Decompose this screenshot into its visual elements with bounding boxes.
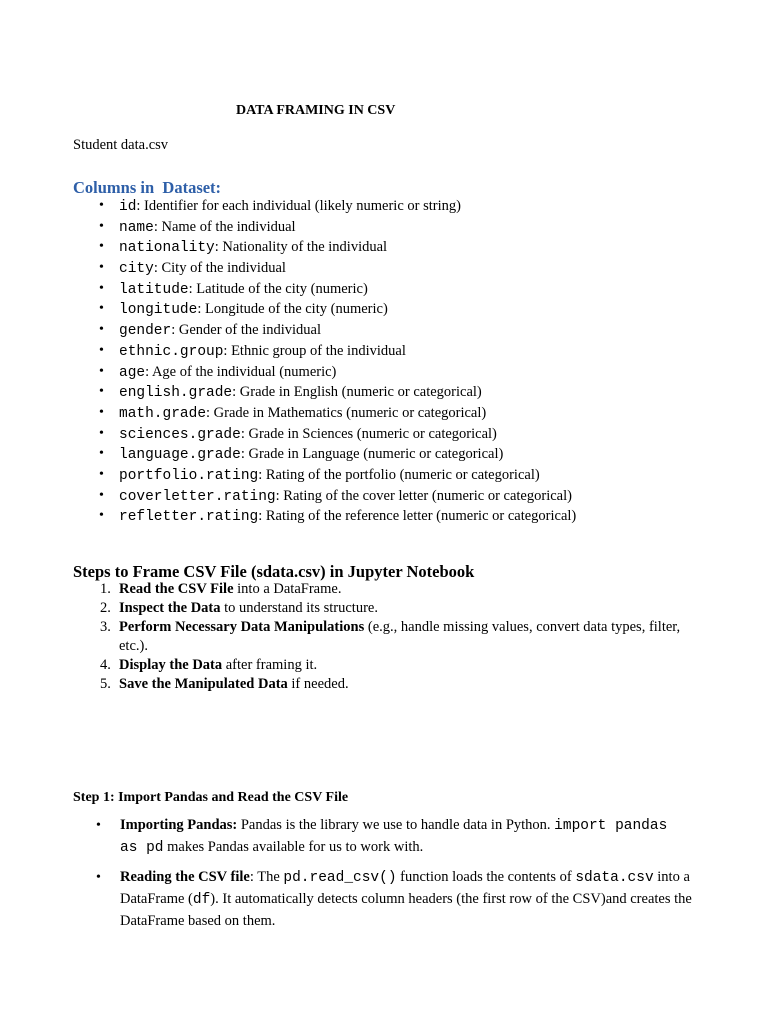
- bullet-icon: •: [99, 446, 104, 462]
- column-item-city: [73, 258, 576, 279]
- column-item-portfolio-rating: [73, 465, 576, 486]
- step-bold: Display the Data: [119, 657, 223, 673]
- step-item: [73, 599, 693, 618]
- column-item-language-grade: [73, 444, 576, 465]
- column-name: id: [119, 199, 137, 215]
- step-number: 3.: [100, 619, 111, 635]
- bullet-icon: •: [99, 218, 104, 234]
- bullet-icon: •: [99, 425, 104, 441]
- column-desc: : Grade in English (numeric or categorical): [232, 384, 482, 401]
- bullet-icon: •: [99, 508, 104, 524]
- column-name: age: [119, 364, 146, 381]
- column-desc: : Rating of the portfolio (numeric or categorical): [258, 466, 540, 483]
- column-desc: : City of the individual: [153, 260, 286, 277]
- column-desc: : Rating of the reference letter (numeric or categorical): [258, 508, 577, 525]
- column-name: name: [119, 219, 154, 236]
- bullet-icon: •: [99, 487, 104, 503]
- column-desc: : Ethnic group of the individual: [223, 342, 406, 359]
- step-text: after framing it.: [222, 657, 318, 673]
- bullet-icon: •: [99, 280, 104, 296]
- column-item-math-grade: [73, 403, 576, 424]
- step-bold: Inspect the Data: [119, 600, 221, 616]
- bullet-icon: •: [99, 384, 104, 400]
- reading-text-3: into a DataFrame (: [120, 869, 690, 907]
- reading-label: Reading the CSV file: [120, 869, 250, 885]
- df-code: df: [192, 892, 211, 908]
- column-item-id: [73, 196, 576, 217]
- column-desc: : Identifier for each individual (likely numeric or string): [136, 198, 461, 214]
- column-name: ethnic.group: [119, 343, 224, 360]
- bullet-icon: •: [99, 260, 104, 276]
- file-name: Student data.csv: [73, 137, 169, 153]
- column-desc: : Grade in Sciences (numeric or categorical): [240, 425, 497, 442]
- column-name: portfolio.rating: [119, 467, 259, 484]
- reading-text: : The: [249, 869, 284, 885]
- column-name: nationality: [119, 240, 215, 257]
- step-item: [73, 618, 693, 656]
- columns-heading: Columns in Dataset:: [73, 178, 222, 197]
- column-name: longitude: [119, 302, 198, 319]
- column-item-english-grade: [73, 382, 576, 403]
- read-csv-code: pd.read_csv(): [283, 870, 397, 886]
- steps-list: [73, 580, 693, 694]
- column-item-latitude: [73, 279, 576, 300]
- steps-heading: Steps to Frame CSV File (sdata.csv) in Jupyter Notebook: [73, 562, 475, 581]
- step-text: to understand its structure.: [220, 600, 378, 616]
- column-name: city: [119, 261, 154, 278]
- step-item: [73, 675, 693, 694]
- import-code: import pandas as pd: [120, 818, 668, 856]
- column-item-refletter-rating: [73, 506, 576, 527]
- column-name: language.grade: [119, 447, 241, 464]
- column-name: coverletter.rating: [119, 488, 276, 505]
- column-desc: : Rating of the cover letter (numeric or categorical): [275, 487, 572, 504]
- column-item-coverletter-rating: [73, 486, 576, 507]
- column-item-gender: [73, 320, 576, 341]
- bullet-icon: •: [99, 363, 104, 379]
- importing-pandas-item: [73, 815, 693, 859]
- column-name: sciences.grade: [119, 426, 241, 443]
- importing-text: Pandas is the library we use to handle data in Python.: [237, 817, 555, 833]
- column-name: gender: [119, 323, 172, 340]
- importing-label: Importing Pandas:: [120, 817, 238, 833]
- step-text: if needed.: [287, 676, 349, 692]
- column-item-longitude: [73, 299, 576, 320]
- step-bold: Read the CSV File: [119, 581, 234, 597]
- column-desc: : Gender of the individual: [171, 322, 322, 339]
- column-desc: : Longitude of the city (numeric): [197, 301, 388, 318]
- column-desc: : Name of the individual: [153, 218, 296, 235]
- step-number: 4.: [100, 657, 111, 673]
- column-name: latitude: [119, 281, 189, 298]
- column-desc: : Grade in Mathematics (numeric or categorical): [206, 404, 487, 421]
- column-desc: : Nationality of the individual: [214, 239, 388, 256]
- step-text: into a DataFrame.: [233, 581, 342, 597]
- column-desc: : Latitude of the city (numeric): [188, 280, 368, 297]
- column-item-sciences-grade: [73, 424, 576, 445]
- reading-text-4: ). It automatically detects column headers (the first row of the CSV)and creates the DataFrame based on them.: [120, 891, 692, 929]
- bullet-icon: •: [96, 870, 101, 885]
- importing-text-end: makes Pandas available for us to work with.: [163, 839, 424, 855]
- step1-detail-list: [73, 815, 693, 940]
- step-number: 2.: [100, 600, 111, 616]
- bullet-icon: •: [99, 342, 104, 358]
- bullet-icon: •: [99, 466, 104, 482]
- reading-text-2: function loads the contents of: [396, 869, 576, 885]
- csv-filename-code: sdata.csv: [575, 870, 654, 886]
- column-desc: : Age of the individual (numeric): [145, 363, 337, 380]
- bullet-icon: •: [96, 818, 101, 833]
- column-item-age: [73, 362, 576, 383]
- step-bold: Perform Necessary Data Manipulations: [119, 619, 365, 635]
- column-item-ethnic-group: [73, 341, 576, 362]
- reading-csv-item: [73, 867, 693, 932]
- column-name: math.grade: [119, 405, 207, 422]
- document-title: DATA FRAMING IN CSV: [236, 103, 396, 118]
- step1-heading: Step 1: Import Pandas and Read the CSV File: [73, 790, 349, 805]
- column-desc: : Grade in Language (numeric or categorical): [240, 446, 504, 463]
- step-item: [73, 656, 693, 675]
- columns-list: [73, 196, 576, 527]
- column-item-nationality: [73, 237, 576, 258]
- bullet-icon: •: [99, 301, 104, 317]
- step-bold: Save the Manipulated Data: [119, 676, 288, 692]
- column-name: english.grade: [119, 385, 233, 402]
- bullet-icon: •: [99, 239, 104, 255]
- column-name: refletter.rating: [119, 509, 259, 526]
- column-item-name: [73, 217, 576, 238]
- step-item: [73, 580, 693, 599]
- step-number: 5.: [100, 676, 111, 692]
- bullet-icon: •: [99, 198, 104, 213]
- step-number: 1.: [100, 581, 111, 597]
- step-text: (e.g., handle missing values, convert data types, filter, etc.).: [119, 619, 681, 654]
- bullet-icon: •: [99, 404, 104, 420]
- bullet-icon: •: [99, 322, 104, 338]
